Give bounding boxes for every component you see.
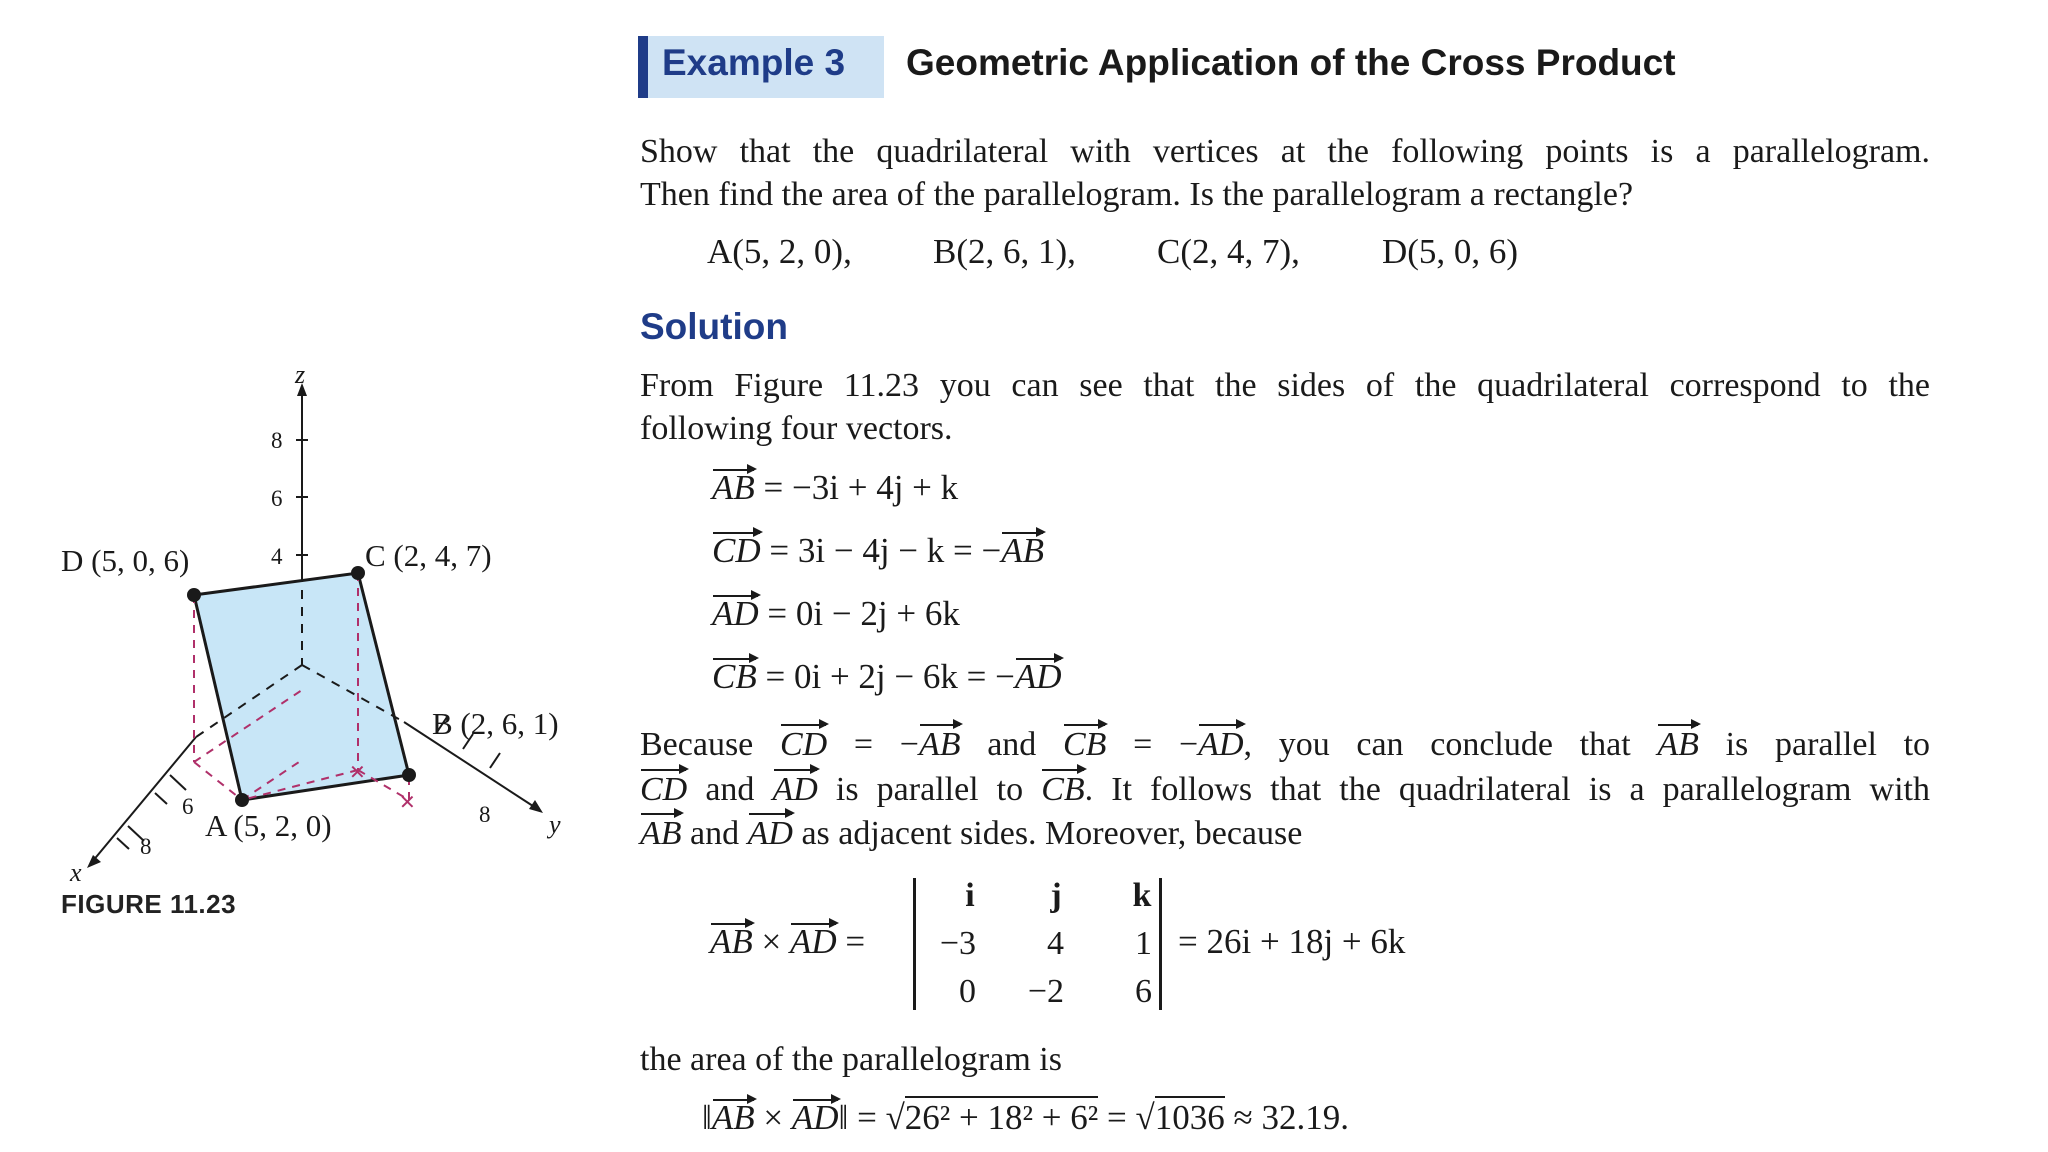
- det-r3c1: 0: [959, 973, 976, 1010]
- label-A: A (5, 2, 0): [205, 808, 332, 843]
- eq-cb: CB = 0i + 2j − 6k = −AD: [712, 657, 1062, 696]
- vertex-A: [235, 793, 249, 807]
- det-j: j: [1050, 877, 1062, 914]
- point-B: B(2, 6, 1),: [933, 232, 1076, 271]
- svg-text:✕: ✕: [399, 792, 416, 814]
- figure-caption: FIGURE 11.23: [61, 889, 237, 919]
- example-bar: [638, 36, 648, 98]
- det-k: k: [1132, 877, 1152, 914]
- det-r3c2: −2: [1027, 973, 1064, 1010]
- x-tick-8: 8: [140, 834, 152, 859]
- label-B: B (2, 6, 1): [432, 706, 559, 741]
- det-r3c3: 6: [1135, 973, 1152, 1010]
- cross-result: = 26i + 18j + 6k: [1178, 922, 1406, 961]
- figure-11-23: [0, 0, 620, 920]
- label-C: C (2, 4, 7): [365, 538, 492, 573]
- svg-text:✕: ✕: [349, 762, 366, 784]
- z-tick-6: 6: [271, 486, 283, 511]
- because-line: Because CD = −AB and CB = −AD, you can conclude that AB is parallel to: [640, 723, 1930, 766]
- example-label: Example 3: [662, 42, 846, 83]
- label-D: D (5, 0, 6): [61, 543, 190, 578]
- z-tick-8: 8: [271, 428, 283, 453]
- axis-y-label: y: [549, 810, 561, 839]
- det-i: i: [965, 877, 975, 914]
- det-r2c3: 1: [1135, 925, 1152, 962]
- point-D: D(5, 0, 6): [1382, 232, 1519, 271]
- axis-z-label: z: [295, 360, 306, 389]
- eq-cd: CD = 3i − 4j − k = −AB: [712, 531, 1045, 570]
- y-tick-8: 8: [479, 802, 491, 827]
- point-C: C(2, 4, 7),: [1157, 232, 1300, 271]
- problem-line-1: Show that the quadrilateral with vertices at the following points is a parallelogram.: [640, 133, 1930, 170]
- z-tick-4: 4: [271, 544, 283, 569]
- adjacent-line: AB and AD as adjacent sides. Moreover, because: [640, 812, 1930, 855]
- cross-lhs: AB × AD =: [710, 922, 866, 961]
- area-formula: ‖AB × AD‖ = √26² + 18² + 6² = √1036 ≈ 32.19.: [702, 1098, 1349, 1137]
- vertex-D: [187, 588, 201, 602]
- solution-heading: Solution: [640, 306, 788, 347]
- intro-line-2: following four vectors.: [640, 410, 953, 447]
- vertex-B: [402, 768, 416, 782]
- problem-line-2: Then find the area of the parallelogram. Is the parallelogram a rectangle?: [640, 176, 1634, 213]
- intro-line-1: From Figure 11.23 you can see that the sides of the quadrilateral correspond to the: [640, 367, 1930, 404]
- vertex-C: [351, 566, 365, 580]
- point-A: A(5, 2, 0),: [707, 232, 852, 271]
- axis-x-label: x: [70, 858, 82, 887]
- det-r2c2: 4: [1047, 925, 1064, 962]
- eq-ad: AD = 0i − 2j + 6k: [712, 594, 960, 633]
- det-r2c1: −3: [939, 925, 976, 962]
- x-tick-6: 6: [182, 794, 194, 819]
- parallel-line: CD and AD is parallel to CB. It follows that the quadrilateral is a parallelogram with: [640, 768, 1930, 811]
- area-intro: the area of the parallelogram is: [640, 1041, 1062, 1078]
- example-title: Geometric Application of the Cross Product: [906, 42, 1676, 83]
- eq-ab: AB = −3i + 4j + k: [712, 468, 959, 507]
